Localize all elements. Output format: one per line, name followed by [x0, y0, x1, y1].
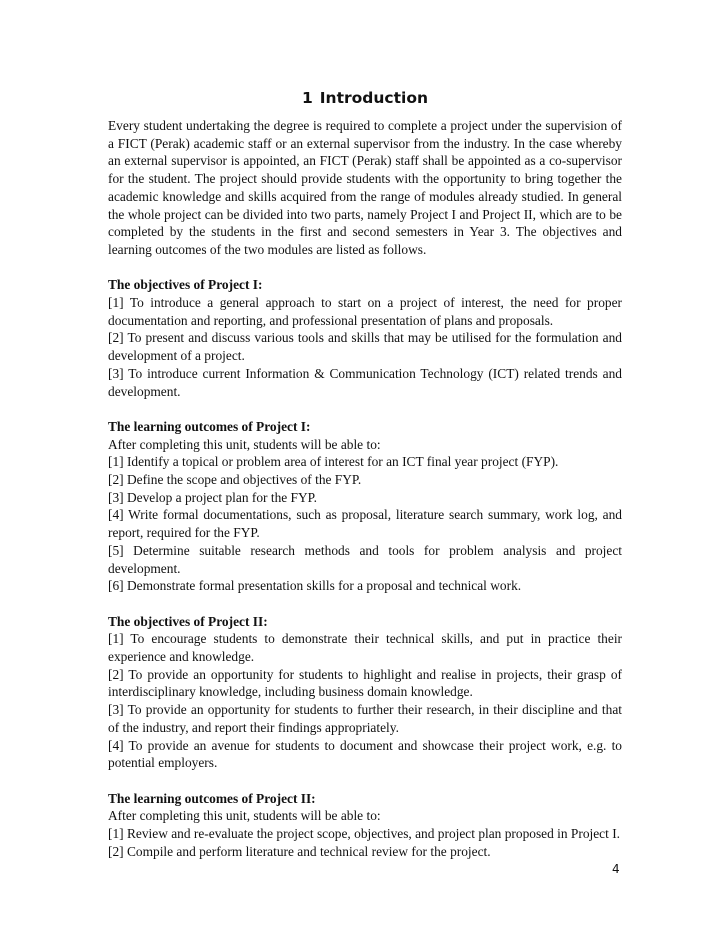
outcome-item: [5] Determine suitable research methods and tools for problem analysis and project development.	[108, 542, 622, 576]
outcome-item: [6] Demonstrate formal presentation skills for a proposal and technical work.	[108, 578, 522, 594]
heading-title: Introduction	[319, 89, 429, 107]
section-title: The learning outcomes of Project II:	[108, 790, 316, 806]
section-title: The objectives of Project II:	[108, 613, 268, 629]
section-title: The learning outcomes of Project I:	[108, 418, 311, 434]
objective-item: [2] To present and discuss various tools and skills that may be utilised for the formulation and development of a project.	[108, 330, 622, 364]
objective-item: [1] To encourage students to demonstrate their technical skills, and put in practice their experience and knowledge.	[108, 631, 622, 665]
heading-number: 1	[301, 89, 313, 107]
outcomes-project-2	[108, 790, 622, 861]
objective-item: [1] To introduce a general approach to start on a project of interest, the need for proper documentation and reporting, and professional presentation of plans and proposals.	[108, 295, 622, 328]
outcome-item: [3] Develop a project plan for the FYP.	[108, 489, 317, 505]
outcome-item: [4] Write formal documentations, such as proposal, literature search summary, work log, and report, required for the FYP.	[108, 507, 622, 541]
intro-paragraph: Every student undertaking the degree is required to complete a project under the supervision of a FICT (Perak) academic staff or an external supervisor from the industry. In the case whereby an external supervisor is appointed, an FICT (Perak) staff shall be appointed as a co-supervisor for the student. The project should provide students with the opportunity to bring together the academic knowledge and skills acquired from the range of modules already studied. In general the whole project can be divided into two parts, namely Project I and Project II, which are to be completed by the students in the first and second semesters in Year 3. The objectives and learning outcomes of the two modules are listed as follows.	[108, 118, 622, 257]
objectives-project-1	[108, 276, 622, 400]
outcome-item: [1] Identify a topical or problem area of interest for an ICT final year project (FYP).	[108, 454, 559, 470]
section-heading	[108, 88, 622, 108]
objectives-project-2	[108, 613, 622, 772]
outcome-intro: After completing this unit, students will be able to:	[108, 436, 381, 452]
outcome-intro: After completing this unit, students will be able to:	[108, 808, 381, 824]
outcomes-project-1	[108, 418, 622, 595]
document-page	[108, 88, 622, 860]
outcome-item: [2] Compile and perform literature and technical review for the project.	[108, 843, 491, 859]
page-number: 4	[612, 862, 620, 876]
objective-item: [3] To provide an opportunity for students to further their research, in their discipline and that of the industry, and report their findings appropriately.	[108, 702, 622, 735]
outcome-item: [2] Define the scope and objectives of the FYP.	[108, 472, 362, 488]
section-title: The objectives of Project I:	[108, 277, 263, 293]
objective-item: [2] To provide an opportunity for students to highlight and realise in projects, their grasp of interdisciplinary knowledge, including business domain knowledge.	[108, 666, 622, 700]
objective-item: [3] To introduce current Information & Communication Technology (ICT) related trends and development.	[108, 365, 622, 399]
outcome-item: [1] Review and re-evaluate the project scope, objectives, and project plan proposed in Project I.	[108, 826, 621, 842]
objective-item: [4] To provide an avenue for students to document and showcase their project work, e.g. to potential employers.	[108, 737, 622, 771]
